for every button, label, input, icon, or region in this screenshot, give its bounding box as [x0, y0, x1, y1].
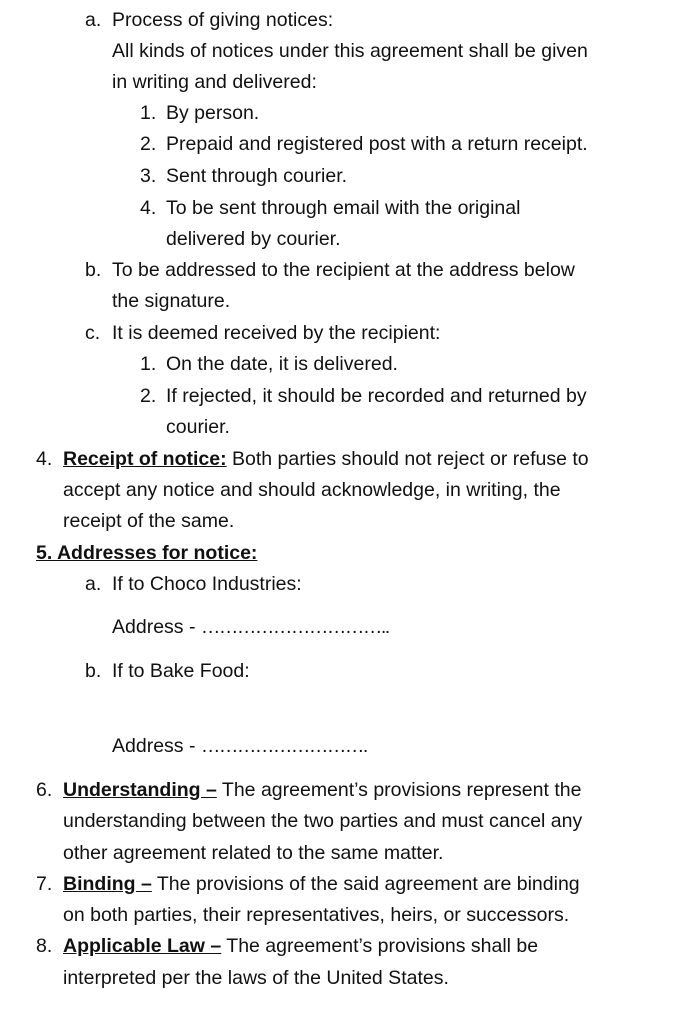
section-4-title: Receipt of notice: — [63, 448, 227, 470]
list-item-continuation: courier. — [166, 416, 230, 438]
list-item-marker: 4. — [140, 197, 157, 219]
section-8-title: Applicable Law – — [63, 935, 222, 957]
item-3b-line2: the signature. — [112, 290, 231, 312]
list-item: By person. — [166, 102, 260, 124]
list-item-marker: 3. — [140, 165, 157, 187]
list-item-marker: 2. — [140, 133, 157, 155]
item-3b-marker: b. — [85, 259, 102, 281]
list-item-continuation: delivered by courier. — [166, 228, 341, 250]
item-3a-heading: Process of giving notices: — [112, 9, 334, 31]
section-6-marker: 6. — [36, 779, 53, 801]
section-6-line2: understanding between the two parties and must cancel any — [63, 810, 583, 832]
item-3b-line1: To be addressed to the recipient at the address below — [112, 259, 575, 281]
address-line-bake — [112, 731, 367, 762]
address-placeholder: ………………………….. — [200, 616, 389, 638]
section-8-line1 — [63, 931, 538, 962]
section-6-line1 — [63, 775, 581, 806]
section-7-line2: on both parties, their representatives, heirs, or successors. — [63, 904, 570, 926]
item-3a-body-line2: in writing and delivered: — [112, 71, 317, 93]
address-label: Address - — [112, 735, 201, 757]
section-6-text: The agreement’s provisions represent the — [216, 779, 582, 801]
list-item: Prepaid and registered post with a return receipt. — [166, 133, 588, 155]
section-7-line1 — [63, 869, 580, 900]
section-4-text: Both parties should not reject or refuse to — [226, 448, 589, 470]
section-4-line1 — [63, 444, 589, 475]
section-7-marker: 7. — [36, 873, 53, 895]
item-3c-marker: c. — [85, 322, 101, 344]
address-label: Address - — [112, 616, 201, 638]
item-5b-text: If to Bake Food: — [112, 660, 250, 682]
address-placeholder: ………………………. — [200, 735, 367, 757]
section-8-text: The agreement’s provisions shall be — [221, 935, 539, 957]
section-6-title: Understanding – — [63, 779, 217, 801]
section-5-heading: 5. Addresses for notice: — [36, 542, 258, 564]
section-7-title: Binding – — [63, 873, 152, 895]
list-item: To be sent through email with the original — [166, 197, 521, 219]
section-4-marker: 4. — [36, 448, 53, 470]
item-5a-marker: a. — [85, 573, 102, 595]
address-line-choco — [112, 612, 389, 643]
section-7-text: The provisions of the said agreement are binding — [151, 873, 580, 895]
list-item: On the date, it is delivered. — [166, 353, 398, 375]
list-item-marker: 2. — [140, 385, 157, 407]
section-6-line3: other agreement related to the same matter. — [63, 842, 444, 864]
section-8-line2: interpreted per the laws of the United States. — [63, 967, 449, 989]
section-4-line2: accept any notice and should acknowledge, in writing, the — [63, 479, 561, 501]
item-5a-text: If to Choco Industries: — [112, 573, 302, 595]
list-item-marker: 1. — [140, 353, 157, 375]
item-3c-heading: It is deemed received by the recipient: — [112, 322, 441, 344]
list-item-marker: 1. — [140, 102, 157, 124]
item-3a-body-line1: All kinds of notices under this agreement shall be given — [112, 40, 588, 62]
section-4-line3: receipt of the same. — [63, 510, 235, 532]
list-item: If rejected, it should be recorded and returned by — [166, 385, 587, 407]
item-5b-marker: b. — [85, 660, 102, 682]
item-3a-marker: a. — [85, 9, 102, 31]
list-item: Sent through courier. — [166, 165, 348, 187]
section-8-marker: 8. — [36, 935, 53, 957]
